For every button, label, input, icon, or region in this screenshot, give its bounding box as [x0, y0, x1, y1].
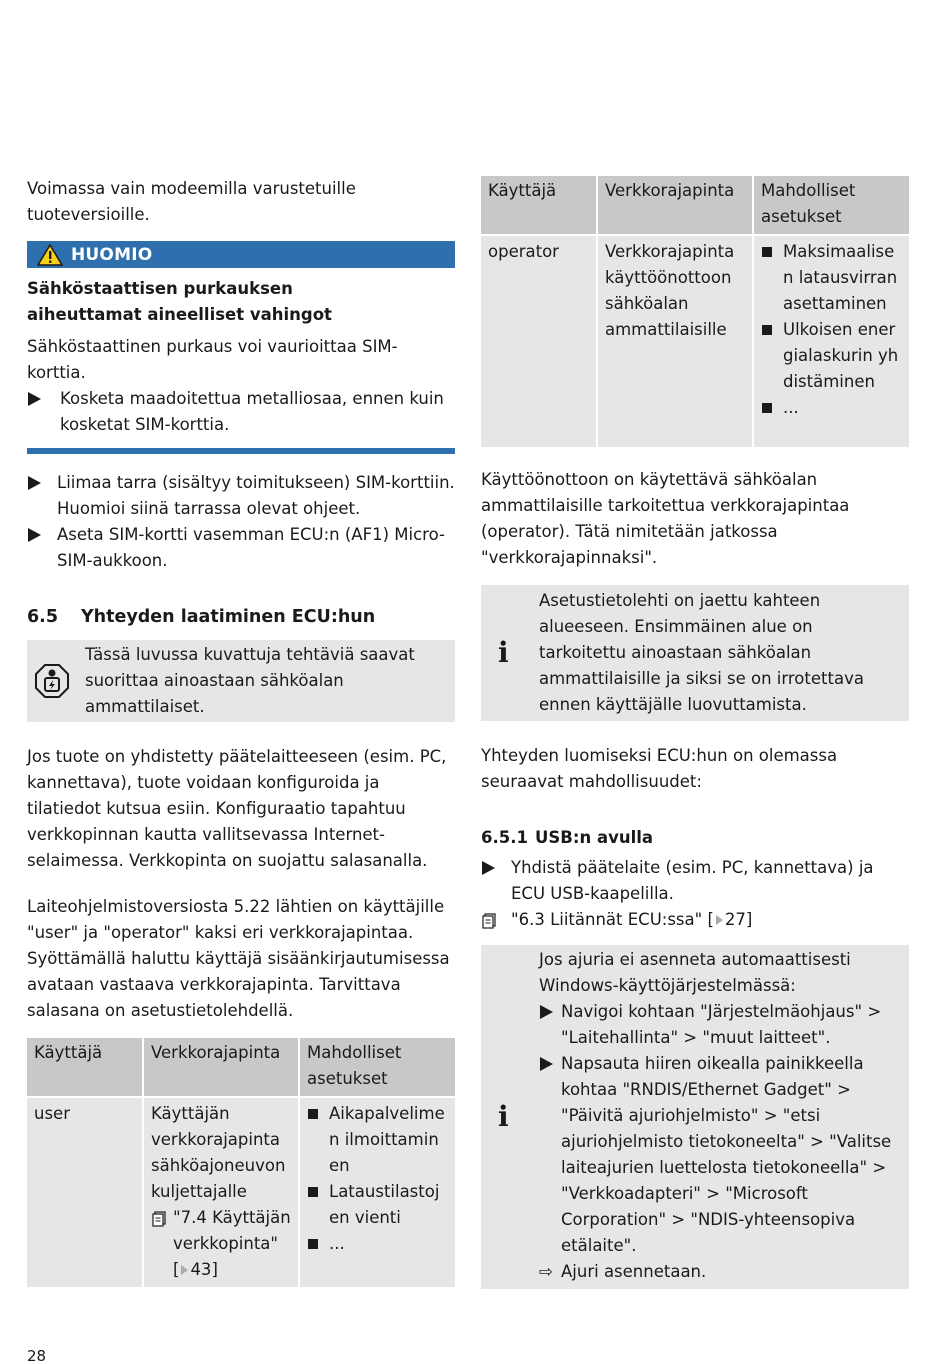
warning-text: Sähköstaattinen purkaus voi vaurioittaa SIM-korttia.	[27, 337, 398, 382]
warning-triangle-icon	[37, 244, 63, 266]
arrow-icon	[28, 528, 41, 542]
result-arrow-icon: ⇨	[539, 1262, 553, 1281]
intro-text: Voimassa vain modeemilla varustetuille tuoteversioille.	[27, 179, 356, 224]
step-text: Liimaa tarra (sisältyy toimitukseen) SIM-korttiin. Huomioi siinä tarrassa olevat ohjeet.	[57, 473, 455, 518]
driver-step	[539, 1051, 901, 1259]
warning-action-text: Kosketa maadoitettua metalliosaa, ennen kuin kosketat SIM-korttia.	[60, 389, 444, 434]
setting-text: Maksimaalisen latausvirran asettaminen	[783, 242, 898, 313]
book-icon	[482, 913, 496, 929]
setting-text: ...	[329, 1234, 345, 1253]
list-item	[307, 1179, 448, 1231]
cell-user: operator	[481, 235, 597, 447]
info-icon: i	[498, 1100, 509, 1133]
warning-header	[27, 241, 455, 268]
bullet-square-icon	[308, 1109, 318, 1119]
page-pointer-icon	[716, 915, 723, 925]
arrow-icon	[540, 1005, 553, 1019]
header-settings: Mahdolliset asetukset	[753, 176, 909, 235]
info-note-text: Asetustietolehti on jaettu kahteen alueeseen. Ensimmäinen alue on tarkoitettu ainoastaan sähköalan ammattilaisille ja siksi se on irrotettava ennen käyttäjälle luovuttamista.	[539, 591, 864, 714]
info-note	[481, 585, 909, 721]
info-icon: i	[498, 636, 509, 669]
cross-reference-link[interactable]: "6.3 Liitännät ECU:ssa"	[511, 910, 703, 929]
steps-list	[27, 470, 455, 574]
step-item	[27, 522, 455, 574]
user-table	[27, 1038, 455, 1287]
electrician-icon	[35, 664, 69, 698]
right-column	[481, 176, 909, 1289]
setting-text: Aikapalvelimen ilmoittaminen	[329, 1104, 445, 1175]
bullet-square-icon	[762, 325, 772, 335]
bullet-square-icon	[308, 1187, 318, 1197]
arrow-icon	[540, 1057, 553, 1071]
driver-step-text: Navigoi kohtaan "Järjestelmäohjaus" > "Laitehallinta" > "muut laitteet".	[561, 1002, 882, 1047]
driver-step	[539, 999, 901, 1051]
list-item	[307, 1101, 448, 1179]
page-pointer-icon	[181, 1265, 188, 1275]
cell-interface	[143, 1097, 299, 1287]
cross-reference-page: 27	[724, 910, 746, 929]
section-title: Yhteyden laatiminen ECU:hun	[81, 607, 376, 627]
setting-text: ...	[783, 398, 799, 417]
paragraph-options: Yhteyden luomiseksi ECU:hun on olemassa seuraavat mahdollisuudet:	[481, 746, 838, 791]
arrow-icon	[28, 392, 41, 406]
driver-step-text: Napsauta hiiren oikealla painikkeella kohtaa "RNDIS/Ethernet Gadget" > "Päivitä ajuriohjelmisto" > "etsi ajuriohjelmisto tietokoneelta" > "Valitse laiteajurien luettelosta tietokoneella" > "Verkkoadapteri" > "Microsoft Corporation" > "NDIS-yhteensopiva etälaite".	[561, 1054, 892, 1255]
paragraph-connection: Jos tuote on yhdistetty päätelaitteeseen (esim. PC, kannettava), tuote voidaan konfiguroida ja tilatiedot kutsua esiin. Konfiguraatio tapahtuu verkkopinnan kautta vallitsevassa Internet-selaimessa. Verkkopinta on suojattu salasanalla.	[27, 747, 447, 870]
bullet-square-icon	[762, 247, 772, 257]
step-item	[27, 470, 455, 522]
list-item	[761, 317, 902, 395]
cell-settings	[299, 1097, 455, 1287]
book-icon	[152, 1211, 166, 1227]
operator-table	[481, 176, 909, 447]
step-text: Aseta SIM-kortti vasemman ECU:n (AF1) Micro-SIM-aukkoon.	[57, 525, 445, 570]
header-user: Käyttäjä	[27, 1038, 143, 1097]
driver-result	[539, 1259, 901, 1285]
subsection-heading	[481, 825, 909, 851]
table-row	[27, 1097, 455, 1287]
list-item	[307, 1231, 448, 1257]
arrow-icon	[482, 861, 495, 875]
electrician-note-text: Tässä luvussa kuvattuja tehtäviä saavat suorittaa ainoastaan sähköalan ammattilaiset.	[85, 645, 415, 716]
warning-action	[27, 386, 455, 438]
subsection-title: USB:n avulla	[535, 828, 654, 847]
page-number: 28	[27, 1347, 47, 1364]
cell-user: user	[27, 1097, 143, 1287]
electrician-note	[27, 640, 455, 722]
cross-reference: "6.3 Liitännät ECU:ssa" [ 27]	[481, 907, 909, 933]
header-user: Käyttäjä	[481, 176, 597, 235]
interface-text: Käyttäjän verkkorajapinta sähköajoneuvon kuljettajalle	[151, 1104, 286, 1201]
warning-label: HUOMIO	[71, 244, 153, 265]
cross-reference: "7.4 Käyttäjän verkkopinta" [ 43]	[151, 1205, 291, 1283]
cell-settings	[753, 235, 909, 447]
section-number: 6.5	[27, 607, 59, 627]
cross-reference-page: 43	[190, 1260, 212, 1279]
warning-title: Sähköstaattisen purkauksen aiheuttamat aineelliset vahingot	[27, 279, 332, 324]
bullet-square-icon	[308, 1239, 318, 1249]
paragraph-firmware: Laiteohjelmistoversiosta 5.22 lähtien on käyttäjille "user" ja "operator" kaksi eri verkkorajapintaa. Syöttämällä haluttu käyttäjä sisäänkirjautumisessa avataan vastaava verkkorajapinta. Tarvittava salasana on asetustietolehdellä.	[27, 897, 450, 1020]
header-interface: Verkkorajapinta	[597, 176, 753, 235]
section-heading	[27, 604, 455, 630]
paragraph-operator: Käyttöönottoon on käytettävä sähköalan ammattilaisille tarkoitettua verkkorajapintaa (operator). Tätä nimitetään jatkossa "verkkorajapinnaksi".	[481, 470, 850, 567]
list-item	[761, 395, 902, 421]
subsection-number: 6.5.1	[481, 828, 528, 847]
step-item	[481, 855, 909, 907]
warning-block	[27, 241, 455, 454]
cell-interface: Verkkorajapinta käyttöönottoon sähköalan ammattilaisille	[597, 235, 753, 447]
header-settings: Mahdolliset asetukset	[299, 1038, 455, 1097]
step-text: Yhdistä päätelaite (esim. PC, kannettava) ja ECU USB-kaapelilla.	[511, 858, 874, 903]
driver-info	[481, 945, 909, 1289]
warning-bottom-rule	[27, 448, 455, 454]
setting-text: Ulkoisen energialaskurin yhdistäminen	[783, 320, 899, 391]
header-interface: Verkkorajapinta	[143, 1038, 299, 1097]
table-header-row	[481, 176, 909, 235]
cross-reference-link[interactable]: "7.4 Käyttäjän verkkopinta"	[173, 1208, 291, 1253]
bullet-square-icon	[762, 403, 772, 413]
arrow-icon	[28, 476, 41, 490]
driver-info-intro: Jos ajuria ei asenneta automaattisesti Windows-käyttöjärjestelmässä:	[539, 950, 851, 995]
list-item	[761, 239, 902, 317]
setting-text: Lataustilastojen vienti	[329, 1182, 440, 1227]
left-column	[27, 176, 455, 1287]
table-header-row	[27, 1038, 455, 1097]
table-row	[481, 235, 909, 447]
driver-result-text: Ajuri asennetaan.	[561, 1262, 707, 1281]
